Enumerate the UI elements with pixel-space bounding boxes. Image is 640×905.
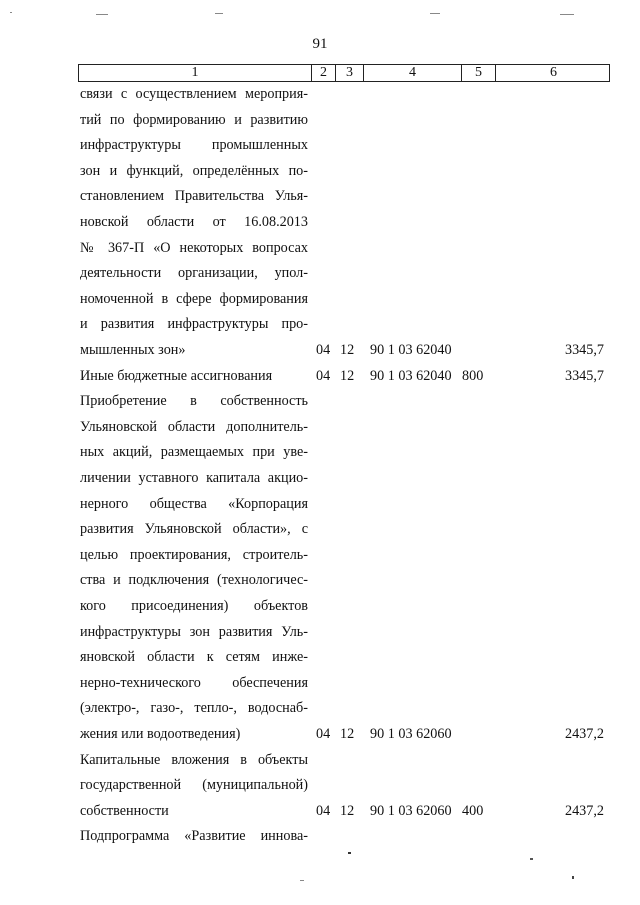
- header-col-2: 2: [311, 65, 335, 81]
- row5-desc-line: Подпрограмма «Развитие иннова-: [80, 828, 308, 845]
- row4-subsection: 12: [340, 802, 355, 819]
- row2-expense-type: 800: [462, 367, 484, 384]
- row1-desc-line: новской области от 16.08.2013: [80, 214, 308, 230]
- row1-desc-line: и развития инфраструктуры про-: [80, 316, 308, 333]
- row1-desc-line: мышленных зон»: [80, 342, 186, 358]
- row3-desc-line: ства и подключения (технологичес-: [80, 572, 308, 589]
- row4-section: 04: [316, 802, 331, 819]
- row4-desc-line: государственной (муниципальной): [80, 777, 308, 794]
- row1-desc-line: тий по формированию и развитию: [80, 111, 308, 128]
- scan-speck: [530, 858, 533, 860]
- row3-desc-line: Ульяновской области дополнитель-: [80, 418, 308, 435]
- row4-expense-type: 400: [462, 802, 484, 819]
- row2-section: 04: [316, 367, 331, 384]
- header-col-3: 3: [335, 65, 363, 81]
- row3-desc-line: Приобретение в собственность: [80, 393, 308, 410]
- scan-speck: [215, 13, 223, 14]
- row1-desc-line: номоченной в сфере формирования: [80, 290, 308, 307]
- row4-desc-line: Капитальные вложения в объекты: [80, 751, 308, 768]
- row2-desc-line: Иные бюджетные ассигнования: [80, 367, 273, 384]
- scan-speck: [572, 876, 574, 879]
- row3-desc-line: кого присоединения) объектов: [80, 598, 308, 614]
- row3-desc-line: развития Ульяновской области», с: [80, 521, 308, 538]
- header-col-4: 4: [363, 65, 461, 81]
- row2-target-code: 90 1 03 62040: [370, 367, 452, 384]
- row1-desc-line: связи с осуществлением мероприя-: [80, 86, 308, 102]
- header-col-5: 5: [461, 65, 495, 81]
- row3-desc-line: целью проектирования, строитель-: [80, 546, 308, 563]
- scan-speck: [348, 852, 351, 854]
- scan-speck: [300, 880, 304, 881]
- row4-amount: 2437,2: [564, 802, 604, 819]
- row3-desc-line: личении уставного капитала акцио-: [80, 470, 308, 486]
- scan-speck: [96, 14, 108, 15]
- scan-speck: [560, 14, 574, 15]
- row3-desc-line: инфраструктуры зон развития Уль-: [80, 623, 308, 640]
- row3-desc-line: жения или водоотведения): [80, 726, 241, 742]
- page-number: 91: [312, 36, 328, 52]
- row3-section: 04: [316, 726, 331, 742]
- scan-speck: [430, 13, 440, 14]
- scan-speck: [10, 12, 12, 13]
- row2-amount: 3345,7: [564, 367, 604, 384]
- header-col-1: 1: [191, 65, 199, 80]
- row1-section: 04: [316, 342, 331, 358]
- row1-subsection: 12: [340, 342, 355, 358]
- row1-amount: 3345,7: [564, 342, 604, 358]
- row4-target-code: 90 1 03 62060: [370, 802, 452, 819]
- row3-desc-line: нерно-технического обеспечения: [80, 674, 308, 691]
- row1-desc-line: становлением Правительства Улья-: [80, 188, 308, 205]
- row1-target-code: 90 1 03 62040: [370, 342, 452, 358]
- row1-desc-line: инфраструктуры промышленных: [80, 137, 308, 154]
- row3-desc-line: яновской области к сетям инже-: [80, 649, 308, 666]
- row3-desc-line: нерного общества «Корпорация: [80, 495, 308, 512]
- row3-desc-line: ных акций, размещаемых при уве-: [80, 444, 308, 461]
- row3-target-code: 90 1 03 62060: [370, 726, 452, 742]
- row3-desc-line: (электро-, газо-, тепло-, водоснаб-: [80, 700, 308, 717]
- table-header: [78, 64, 610, 82]
- header-col-6: 6: [495, 65, 611, 81]
- row2-subsection: 12: [340, 367, 355, 384]
- row1-desc-line: деятельности организации, упол-: [80, 265, 308, 282]
- row3-subsection: 12: [340, 726, 355, 742]
- row1-desc-line: № 367-П «О некоторых вопросах: [80, 239, 308, 256]
- row1-desc-line: зон и функций, определённых по-: [80, 162, 308, 179]
- row4-desc-line: собственности: [80, 802, 169, 819]
- row3-amount: 2437,2: [564, 726, 604, 742]
